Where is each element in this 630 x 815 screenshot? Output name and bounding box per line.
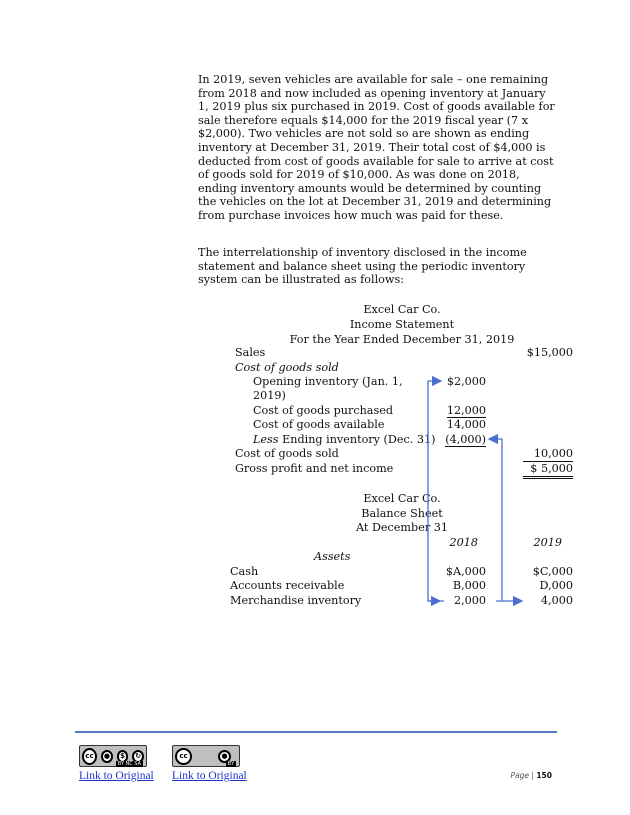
opening-label-1: Opening inventory (Jan. 1, xyxy=(253,375,403,388)
is-period: For the Year Ended December 31, 2019 xyxy=(289,333,515,346)
bs-row-2019: $C,000 xyxy=(532,565,573,578)
cogs-value: 10,000 xyxy=(515,447,573,462)
badge-caption: BY NC SA xyxy=(117,761,141,767)
opening-value: $2,000 xyxy=(446,375,486,388)
available-label: Cost of goods available xyxy=(253,418,385,431)
person-icon: ● xyxy=(218,750,231,763)
badge-caption: BY xyxy=(227,761,234,767)
body-paragraph-2: The interrelationship of inventory disclosed in the income statement and balance sheet using the periodic inventory system can be illustrated as follows: xyxy=(198,246,527,287)
ending-value: (4,000) xyxy=(445,433,486,446)
bs-row-2018: B,000 xyxy=(452,579,486,592)
sales-value: $15,000 xyxy=(526,346,573,359)
cc-icon: cc xyxy=(175,748,192,765)
bs-period: At December 31 xyxy=(356,521,448,534)
bs-title: Balance Sheet xyxy=(361,507,443,520)
cc-by-badge[interactable] xyxy=(172,745,240,767)
footer-divider xyxy=(75,731,557,733)
bs-row-2019: 4,000 xyxy=(540,594,573,607)
gross-label: Gross profit and net income xyxy=(235,462,394,475)
purchased-value: 12,000 xyxy=(446,404,486,417)
person-icon: ● xyxy=(101,750,113,763)
bs-row-2018: 2,000 xyxy=(453,594,486,607)
col-2018-header: 2018 xyxy=(449,536,478,549)
opening-label-2: 2019) xyxy=(253,389,286,402)
sales-label: Sales xyxy=(235,346,266,359)
bs-row-label: Accounts receivable xyxy=(230,579,345,592)
is-company: Excel Car Co. xyxy=(363,303,441,316)
bs-row-label: Merchandise inventory xyxy=(230,594,362,607)
bs-row-2018: $A,000 xyxy=(445,565,486,578)
available-value: 14,000 xyxy=(446,418,486,431)
gross-value: $ 5,000 xyxy=(515,462,573,479)
cc-by-nc-sa-badge[interactable] xyxy=(79,745,147,767)
cc-icon: cc xyxy=(82,748,97,765)
bs-row-label: Cash xyxy=(230,565,259,578)
arrow-ending-inventory xyxy=(489,439,502,601)
noncommercial-icon: $ xyxy=(117,750,129,763)
bs-row-2019: D,000 xyxy=(539,579,573,592)
sharealike-icon: ↻ xyxy=(132,750,144,763)
page-number: Page | 150 xyxy=(510,771,552,780)
link-to-original-2[interactable]: Link to Original xyxy=(172,770,247,782)
ending-label: Less Ending inventory (Dec. 31) xyxy=(253,433,436,446)
arrow-opening-inventory xyxy=(428,381,444,601)
is-title: Income Statement xyxy=(349,318,455,331)
col-2019-header: 2019 xyxy=(533,536,562,549)
body-paragraph-1: In 2019, seven vehicles are available for sale – one remaining from 2018 and now included as opening inventory at January 1, 2019 plus six purchased in 2019. Cost of goods available for sale therefore equals $14,000 for the 2019 fiscal year (7 x $2,000). Two vehicles are not sold so are shown as ending inventory at December 31, 2019. Their total cost of $4,000 is deducted from cost of goods available for sale to arrive at cost of goods sold for 2019 of $10,000. As was done on 2018, ending inventory amounts would be determined by counting the vehicles on the lot at December 31, 2019 and determining from purchase invoices how much was paid for these. xyxy=(198,73,555,222)
cogs-heading: Cost of goods sold xyxy=(235,361,339,374)
assets-heading: Assets xyxy=(314,550,351,563)
cogs-label: Cost of goods sold xyxy=(235,447,339,460)
bs-company: Excel Car Co. xyxy=(363,492,441,505)
purchased-label: Cost of goods purchased xyxy=(253,404,393,417)
link-to-original-1[interactable]: Link to Original xyxy=(79,770,154,782)
